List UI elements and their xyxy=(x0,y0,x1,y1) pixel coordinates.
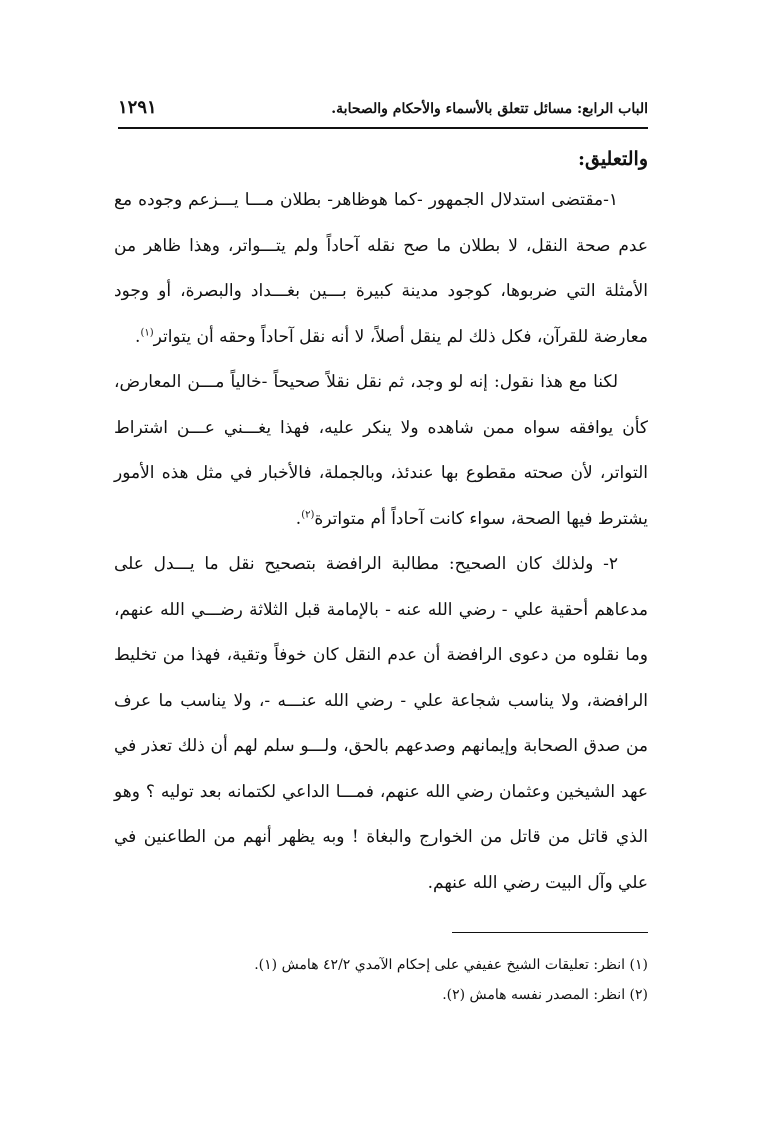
running-header xyxy=(118,97,648,129)
footnote-1: (١) انظر: تعليقات الشيخ عفيفي على إحكام الآمدي ٤٢/٢ هامش (١). xyxy=(254,957,648,973)
paragraph-1-end: . xyxy=(135,326,141,347)
paragraph-2 xyxy=(114,360,648,542)
paragraph-3 xyxy=(114,542,648,906)
footnote-divider xyxy=(452,932,648,933)
footnote-ref-1: (١) xyxy=(140,326,154,338)
paragraph-2-end: . xyxy=(295,508,302,529)
paragraph-2-text: لكنا مع هذا نقول: إنه لو وجد، ثم نقل نقلاً صحيحاً -خالياً مـــن المعارض، كأن يوافقه سواه ممن شاهده ولا ينكر عليه، فهذا يغـــني عـــن اشتراط التواتر، لأن صحته مقطوع بها عندئذ، وبالجملة، فالأخبار في مثل هذه الأمور يشترط فيها الصحة، سواء كانت آحاداً أم متواترة xyxy=(114,372,648,529)
footnote-2: (٢) انظر: المصدر نفسه هامش (٢). xyxy=(442,987,648,1003)
paragraph-3-text: ٢- ولذلك كان الصحيح: مطالبة الرافضة بتصحيح نقل ما يـــدل على مدعاهم أحقية علي - رضي الله عنه - بالإمامة قبل الثلاثة رضـــي الله عنهم، وما نقلوه من دعوى الرافضة أن عدم النقل كان خوفاً وتقية، فهذا من تخليط الرافضة، ولا يناسب شجاعة علي - رضي الله عنـــه -، ولا يناسب ما عرف من صدق الصحابة وإيمانهم وصدعهم بالحق، ولـــو سلم لهم أن ذلك تعذر في عهد الشيخين وعثمان رضي الله عنهم، فمـــا الداعي لكتمانه بعد توليه ؟ وهو الذي قاتل من قاتل من الخوارج والبغاة ! وبه يظهر أنهم من الطاعنين في علي وآل البيت رضي الله عنهم. xyxy=(114,554,648,893)
main-text xyxy=(114,142,648,906)
section-heading: والتعليق: xyxy=(577,148,648,170)
paragraph-1 xyxy=(114,178,648,360)
page-number: ١٢٩١ xyxy=(118,97,157,118)
header-chapter-title: الباب الرابع: مسائل تتعلق بالأسماء والأحكام والصحابة. xyxy=(331,101,648,117)
footnotes xyxy=(114,950,648,1010)
footnote-ref-2: (٢) xyxy=(301,508,315,520)
paragraph-1-text: ١-مقتضى استدلال الجمهور -كما هوظاهر- بطلان مـــا يـــزعم وجوده مع عدم صحة النقل، لا بطلان ما صح نقله آحاداً ولم يتـــواتر، وهذا ظاهر من الأمثلة التي ضربوها، كوجود مدينة كبيرة بـــين بغـــداد والبصرة، أو وجود معارضة للقرآن، فكل ذلك لم ينقل أصلاً، لا أنه نقل آحاداً وحقه أن يتواتر xyxy=(114,190,648,347)
